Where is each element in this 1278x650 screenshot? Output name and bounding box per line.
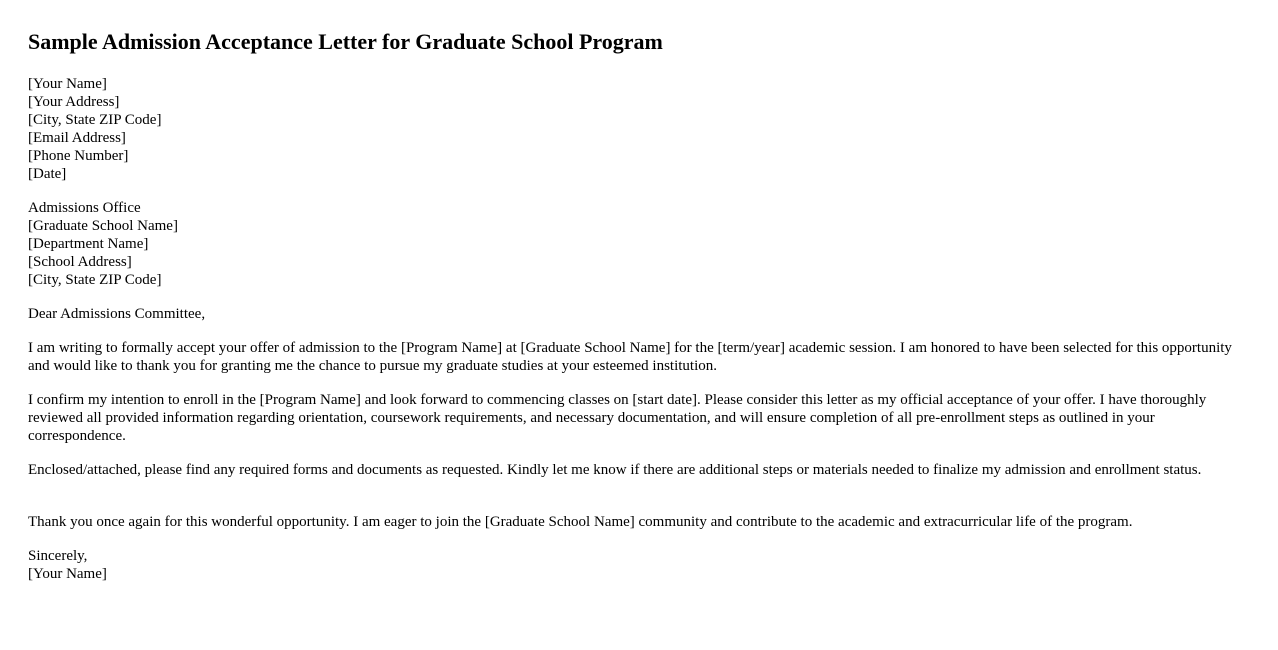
recipient-address: [School Address] [28,254,132,270]
body-paragraph-4 [28,513,1250,531]
body-paragraph-1-text: I am writing to formally accept your offer of admission to the [Program Name] at [Graduate School Name] for the [term/year] academic session. I am honored to have been selected for this opportunity and would like to thank you for granting me the chance to pursue my graduate studies at your esteemed institution. [28,340,1232,374]
body-paragraph-3 [28,461,1250,479]
letter-date: [Date] [28,166,67,182]
sender-phone: [Phone Number] [28,148,129,164]
recipient-city-state-zip: [City, State ZIP Code] [28,272,162,288]
sender-address: [Your Address] [28,94,120,110]
sender-email: [Email Address] [28,130,126,146]
recipient-department: [Department Name] [28,236,149,252]
valediction: Sincerely, [28,548,88,564]
body-paragraph-1 [28,339,1250,375]
sender-city-state-zip: [City, State ZIP Code] [28,112,162,128]
recipient-school-name: [Graduate School Name] [28,218,178,234]
salutation [28,305,1250,323]
body-paragraph-3-text: Enclosed/attached, please find any required forms and documents as requested. Kindly let me know if there are additional steps or materials needed to finalize my admission and enrollment status. [28,462,1202,478]
sender-name: [Your Name] [28,76,107,92]
sender-block [28,75,1250,183]
page-title: Sample Admission Acceptance Letter for Graduate School Program [28,29,663,54]
recipient-block [28,199,1250,289]
body-paragraph-2-text: I confirm my intention to enroll in the [Program Name] and look forward to commencing classes on [start date]. Please consider this letter as my official acceptance of your offer. I have thoroughly reviewed all provided information regarding orientation, coursework requirements, and necessary documentation, and will ensure completion of all pre-enrollment steps as outlined in your correspondence. [28,392,1207,444]
body-paragraph-2 [28,391,1250,445]
closing-block [28,547,1250,583]
salutation-text: Dear Admissions Committee, [28,306,206,322]
body-paragraph-4-text: Thank you once again for this wonderful opportunity. I am eager to join the [Graduate School Name] community and contribute to the academic and extracurricular life of the program. [28,514,1133,530]
recipient-office: Admissions Office [28,200,141,216]
signature-name: [Your Name] [28,566,107,582]
